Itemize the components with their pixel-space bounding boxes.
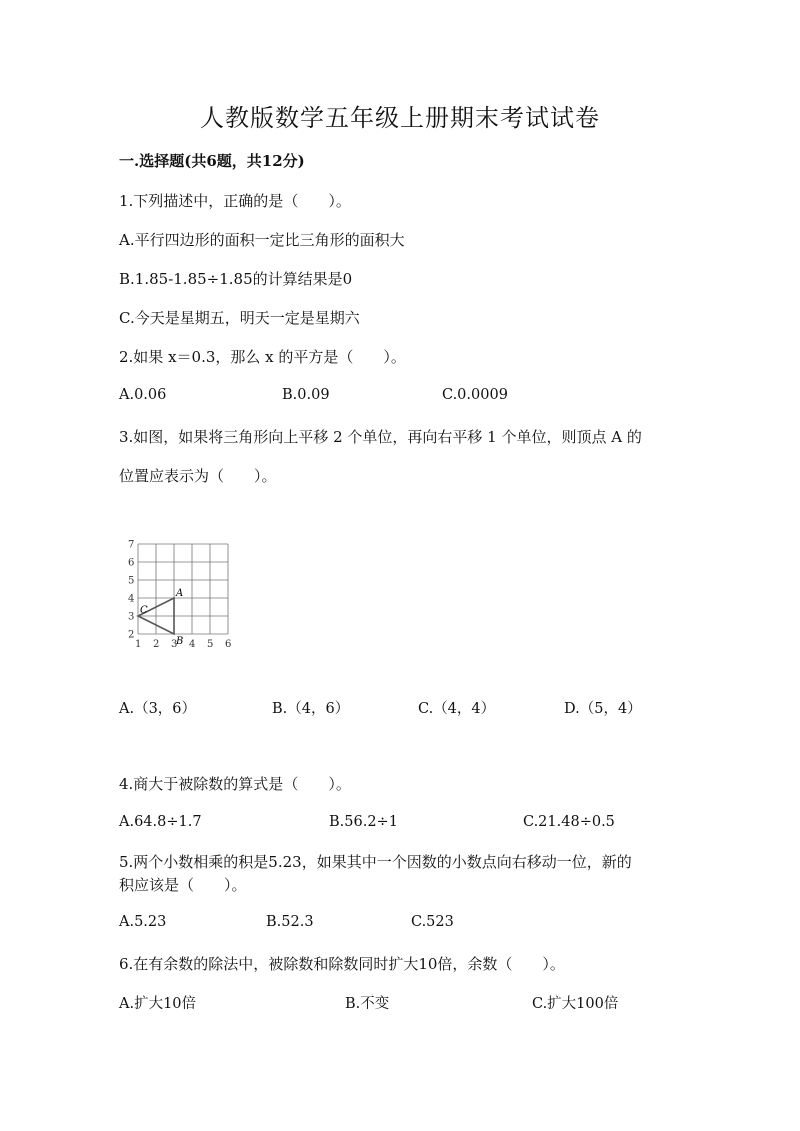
vertex-label-b: B <box>176 636 184 647</box>
question-4-option-a: A.64.8÷1.7 <box>119 814 202 830</box>
y-tick-label: 4 <box>128 593 135 605</box>
question-3-option-c: C.（4，4） <box>418 701 496 717</box>
y-tick-label: 3 <box>128 611 135 623</box>
question-2-option-b: B.0.09 <box>282 387 330 403</box>
question-4-stem: 4.商大于被除数的算式是（ ）。 <box>119 775 351 793</box>
question-6-option-c: C.扩大100倍 <box>532 996 619 1012</box>
question-1-stem: 1.下列描述中，正确的是（ ）。 <box>119 192 351 210</box>
question-3-stem-line1: 3.如图，如果将三角形向上平移 2 个单位，再向右平移 1 个单位，则顶点 A 的 <box>119 428 642 446</box>
question-5-stem-line2: 积应该是（ ）。 <box>119 876 247 894</box>
question-5-option-b: B.52.3 <box>266 914 314 930</box>
x-tick-label: 6 <box>225 639 232 650</box>
question-1-option-c: C.今天是星期五，明天一定是星期六 <box>119 309 360 327</box>
x-tick-label: 3 <box>171 639 178 650</box>
question-4-option-c: C.21.48÷0.5 <box>523 814 615 830</box>
question-1-option-b: B.1.85-1.85÷1.85的计算结果是0 <box>119 270 353 288</box>
question-3-stem-line2: 位置应表示为（ ）。 <box>119 467 277 485</box>
x-tick-label: 2 <box>153 639 160 650</box>
question-2-option-a: A.0.06 <box>119 387 167 403</box>
y-tick-label: 7 <box>128 539 135 551</box>
x-tick-label: 5 <box>207 639 214 650</box>
question-5-stem-line1: 5.两个小数相乘的积是5.23，如果其中一个因数的小数点向右移动一位，新的 <box>119 853 632 871</box>
question-6-option-a: A.扩大10倍 <box>119 996 197 1012</box>
question-5-option-c: C.523 <box>411 914 454 930</box>
question-5-option-a: A.5.23 <box>119 914 167 930</box>
question-3-option-b: B.（4，6） <box>272 701 350 717</box>
question-3-option-d: D.（5，4） <box>564 701 642 717</box>
vertex-label-a: A <box>176 588 184 599</box>
question-4-option-b: B.56.2÷1 <box>329 814 398 830</box>
question-1-option-a: A.平行四边形的面积一定比三角形的面积大 <box>119 231 405 249</box>
section-heading: 一.选择题(共6题，共12分) <box>119 152 305 170</box>
x-tick-label: 1 <box>135 639 142 650</box>
question-3-option-a: A.（3，6） <box>119 701 197 717</box>
vertex-label-c: C <box>140 605 148 616</box>
question-6-option-b: B.不变 <box>345 996 390 1012</box>
y-tick-label: 5 <box>128 575 135 587</box>
page-title: 人教版数学五年级上册期末考试试卷 <box>200 104 600 132</box>
coordinate-grid-figure <box>124 516 244 651</box>
x-tick-label: 4 <box>189 639 196 650</box>
y-tick-label: 6 <box>128 557 135 569</box>
y-axis-ticks <box>128 540 134 641</box>
question-2-option-c: C.0.0009 <box>442 387 508 403</box>
question-6-stem: 6.在有余数的除法中，被除数和除数同时扩大10倍，余数（ ）。 <box>119 955 565 973</box>
y-tick-label: 2 <box>128 629 135 641</box>
question-2-stem: 2.如果 x＝0.3，那么 x 的平方是（ ）。 <box>119 348 406 366</box>
